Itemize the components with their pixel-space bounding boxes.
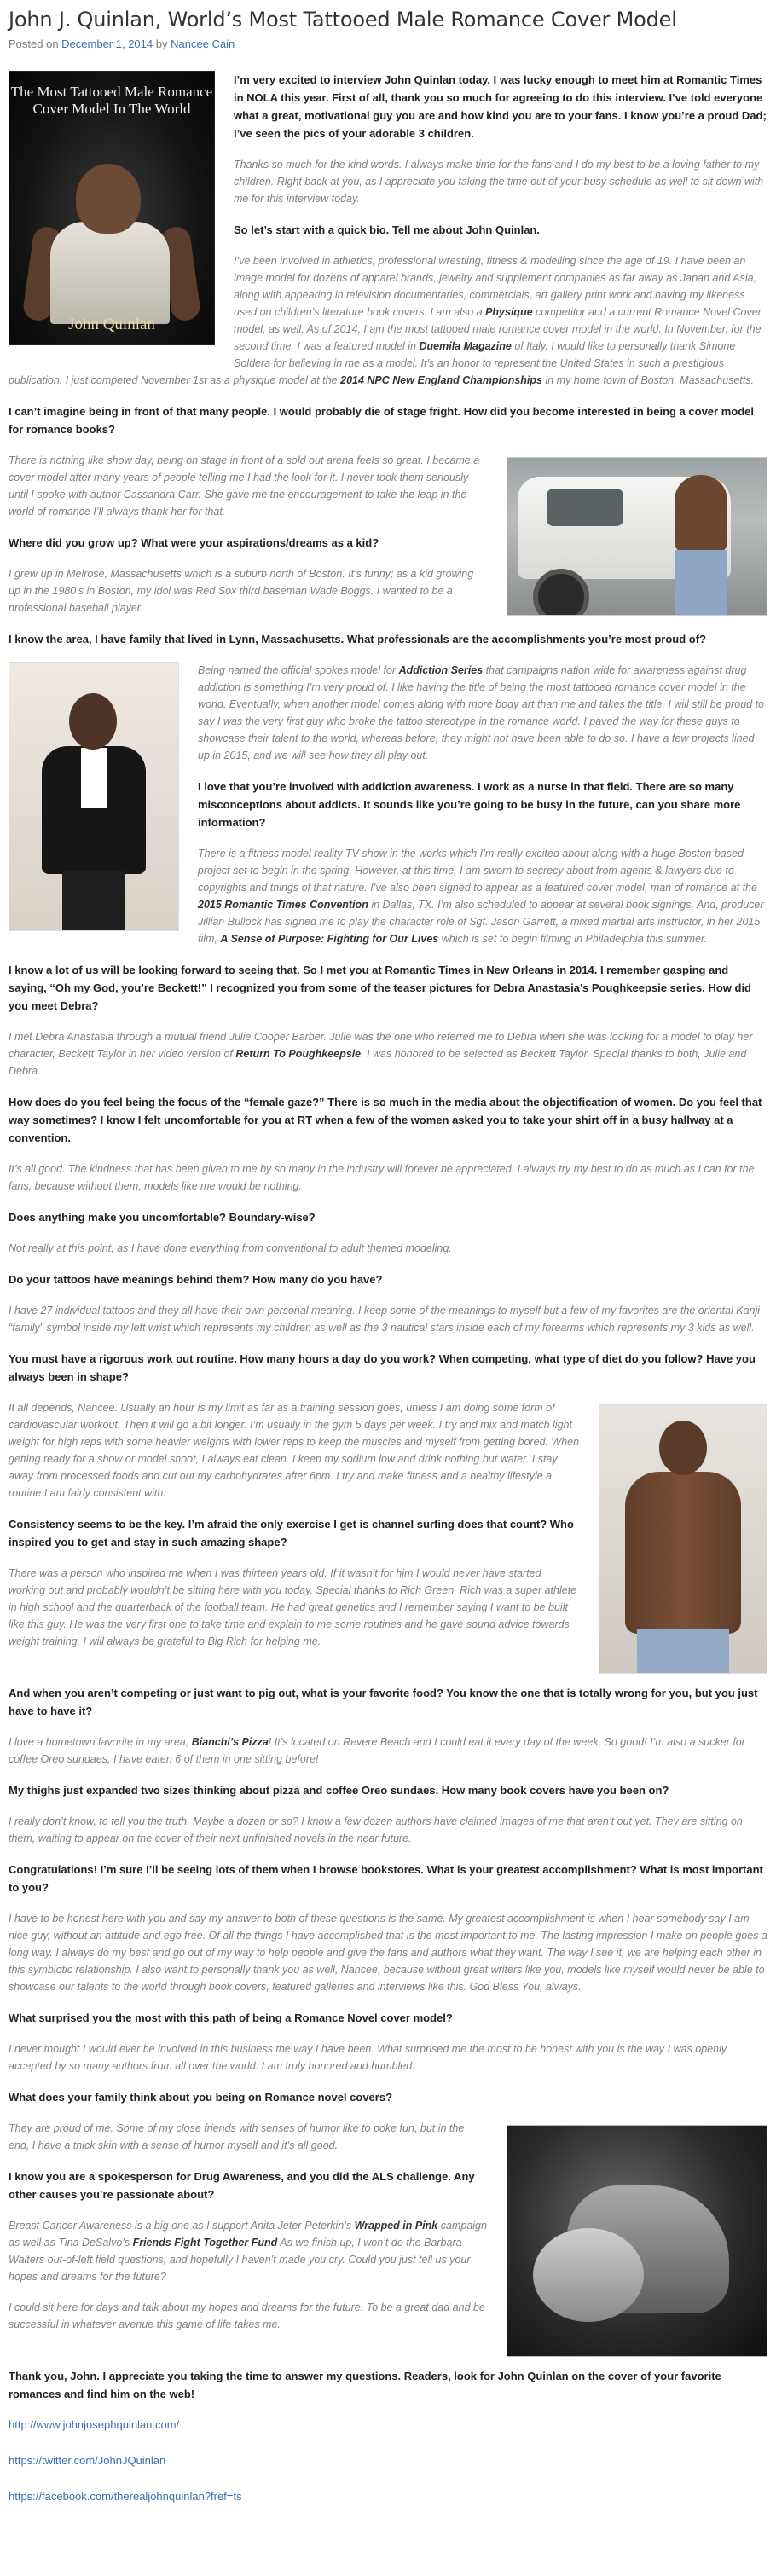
question-18: I know you are a spokesperson for Drug Awareness, and you did the ALS challenge. Any other causes you’re passionate about?: [9, 2170, 475, 2201]
answer-18-emphasis: Wrapped in Pink: [354, 2220, 438, 2232]
answer-6-text: which is set to begin filming in Philadelphia this summer.: [441, 933, 708, 945]
truck-photo: [507, 457, 767, 616]
answer-10: I have 27 individual tattoos and they all have their own personal meaning. I keep some of the meanings to myself but a few of my favorites are the oriental Kanji “family” symbol inside my left wrist which represents my children as well as the 3 nautical stars inside each of my forearms which represents my 3 kids as well.: [9, 1305, 761, 1334]
book-cover-image: [9, 71, 215, 345]
answer-2-text: competitor and a current Romance Novel Cover model, as well. As of 2014, I am the most tattooed male romance cover model in the world. In November, for the second time, I was a featured model in: [234, 306, 762, 352]
answer-5-text: Being named the official spokes model for: [198, 664, 397, 676]
post-meta: [9, 38, 767, 50]
answer-6-emphasis: 2015 Romantic Times Convention: [198, 899, 368, 911]
answer-18-text: campaign as well as Tina DeSalvo’s: [9, 2220, 487, 2249]
question-2: So let’s start with a quick bio. Tell me about John Quinlan.: [234, 223, 540, 236]
answer-3: There is nothing like show day, being on stage in front of a sold out arena feels so great. I became a cover model after many years of people telling me I had the look for it. I never took them seriously until I spoke with author Cassandra Carr. She gave me the encouragement to take the leap in the world of romance I’ll always thank her for that.: [9, 454, 480, 518]
answer-13-emphasis: Bianchi’s Pizza: [191, 1736, 269, 1748]
answer-19: I could sit here for days and talk about my hopes and dreams for the future. To be a great dad and be successful in whatever avenue this game of life takes me.: [9, 2301, 485, 2330]
answer-2-emphasis: Duemila Magazine: [419, 340, 512, 352]
cover-title: The Most Tattooed Male Romance Cover Model In The World: [10, 84, 213, 117]
answer-2-text: I’ve been involved in athletics, professional wrestling, fitness & modelling since the age of 19. I have been an image model for dozens of apparel brands, jewelry and supplement companies as far away as Japan and Asia, along with appearing in television documentaries, commercials, art gallery print work and having my likeness used on children’s literature book covers. I am also a: [234, 255, 757, 318]
website-link-row: [9, 2417, 767, 2434]
question-16: What surprised you the most with this path of being a Romance Novel cover model?: [9, 2012, 453, 2024]
answer-9: Not really at this point, as I have done everything from conventional to adult themed modeling.: [9, 1242, 452, 1254]
suit-photo: [9, 662, 179, 931]
answer-5-text: that campaigns nation wide for awareness against drug addiction is something I’m very proud of. I like having the title of being the most tattooed romance cover model in the world. Eventually, when another model comes along with more body art than me and takes the title, I will still be proud to say I was the very first guy who broke the tattoo stereotype in the romance world. I paved the way for these guys to showcase their talent to the world, whereas before, they might not have been able to do so. I have a few projects lined up in 2015, and we will see how they all play out.: [198, 664, 765, 761]
photo-figure-jeans: [675, 550, 727, 615]
question-14: My thighs just expanded two sizes thinking about pizza and coffee Oreo sundaes. How many book covers have you been on?: [9, 1784, 669, 1797]
answer-2-emphasis: 2014 NPC New England Championships: [340, 374, 542, 386]
photo-figure-shirt: [81, 748, 107, 808]
answer-6-text: There is a fitness model reality TV show in the works which I’m really excited about along with a huge Boston based project set to begin in the spring. However, at this time, I am sworn to secrecy about from agents & lawyers due to copyrights and things of that nature. I’ve also been signed to appear as a featured cover model, man of romance at the: [198, 848, 757, 894]
article-title: John J. Quinlan, World’s Most Tattooed Male Romance Cover Model: [9, 8, 677, 32]
question-8: How does do you feel being the focus of the “female gaze?” There is so much in the media about the objectification of women. Do you feel that way sometimes? I know I felt uncomfortable for you at RT when a few of the women asked you to take your shirt off in a busy hallway at a convention.: [9, 1096, 762, 1144]
answer-8: It’s all good. The kindness that has been given to me by so many in the industry will forever be appreciated. I always try my best to do as much as I can for the fans, because without them, models like me would be nothing.: [9, 1163, 755, 1192]
facebook-link[interactable]: https://facebook.com/therealjohnquinlan?fref=ts: [9, 2490, 242, 2503]
twitter-link[interactable]: https://twitter.com/JohnJQuinlan: [9, 2454, 166, 2467]
question-3: I can’t imagine being in front of that many people. I would probably die of stage fright. How did you become interested in being a cover model for romance books?: [9, 405, 754, 436]
answer-7-text: I met Debra Anastasia through a mutual friend Julie Cooper Barber. Julie was the one who referred me to Debra when she was looking for a model to play her character, Beckett Taylor in her video version of: [9, 1031, 753, 1060]
question-6: I love that you’re involved with addiction awareness. I work as a nurse in that field. There are so many misconceptions about addicts. It sounds like you’re going to be busy in the future, can you share more information?: [198, 780, 741, 829]
answer-7: [9, 1028, 767, 1080]
question-4: Where did you grow up? What were your aspirations/dreams as a kid?: [9, 536, 379, 549]
author-link[interactable]: Nancee Cain: [171, 38, 235, 50]
answer-18-text: As we finish up, I won’t do the Barbara Walters out-of-left field questions, and hopefully I haven’t made you cry. Could you just tell us your hopes and dreams for the future?: [9, 2237, 471, 2283]
answer-18-emphasis: Friends Fight Together Fund: [132, 2237, 278, 2249]
answer-15: I have to be honest here with you and say my answer to both of these questions is the same. My greatest accomplishment is when I hear somebody say I am nice guy, without an attitude and ego free. Of all the things I have accomplished that is the most important to me. The lasting impression I make on people goes a long way. I always do my best and go out of my way to help people and give the fans and authors what they want. The way I see it, we are helping each other in this symbiotic relationship. I also want to personally thank you as well, Nancee, because without great writers like you, models like myself would never be able to showcase our talents to the world through book covers, featured galleries and interviews like this. God Bless You, always.: [9, 1913, 767, 1993]
cover-name: John Quinlan: [68, 315, 155, 333]
answer-16: I never thought I would ever be involved in this business the way I have been. What surprised me the most to be honest with you is the way I was openly accepted by so many authors from all over the world. I am truly honored and humbled.: [9, 2043, 727, 2072]
posted-on-label: Posted on: [9, 38, 59, 50]
truck-window: [547, 489, 623, 526]
question-13: And when you aren’t competing or just want to pig out, what is your favorite food? You know the one that is totally wrong for you, but you just have to have it?: [9, 1687, 758, 1717]
answer-17: They are proud of me. Some of my close friends with senses of humor like to poke fun, but in the end, I have a thick skin with a sense of humor myself and it’s all good.: [9, 2122, 465, 2151]
website-link[interactable]: http://www.johnjosephquinlan.com/: [9, 2418, 180, 2431]
answer-13: [9, 1734, 767, 1768]
shirtless-photo: [599, 1404, 767, 1674]
post-date-link[interactable]: December 1, 2014: [61, 38, 153, 50]
answer-11: It all depends, Nancee. Usually an hour is my limit as far as a training session goes, unless I am doing some form of cardiovascular workout. Then it will go a bit longer. I’m usually in the gym 5 days per week. I try and mix and match light weight for high reps with some heavier weights with lower reps to keep the muscles and myself from getting bored. When getting ready for a show or model shoot, I always eat clean. I keep my sodium low and drink nothing but water. I stay away from processed foods and cut out my carbohydrates after 6pm. I try and make fitness and a healthy lifestyle a routine I am fairly consistent with.: [9, 1402, 580, 1499]
question-12: Consistency seems to be the key. I’m afraid the only exercise I get is channel surfing does that count? Who inspired you to get and stay in such amazing shape?: [9, 1518, 574, 1548]
photo-figure-woman: [533, 2228, 644, 2322]
question-7: I know a lot of us will be looking forward to seeing that. So I met you at Romantic Times in New Orleans in 2014. I remember gasping and saying, “Oh my God, you’re Beckett!” I recognized you from some of the teaser pictures for Debra Anastasia’s Poughkeepsie series. How did you meet Debra?: [9, 964, 751, 1012]
photo-figure: [675, 475, 727, 552]
question-9: Does anything make you uncomfortable? Boundary-wise?: [9, 1211, 316, 1224]
answer-2-text: of Italy. I would like to personally thank Simone Soldera for believing in me as a model. It’s an honor to represent the United States in such a prestigious publication. I just competed November 1st as a physique model at the: [9, 340, 736, 386]
closing-remarks: Thank you, John. I appreciate you taking the time to answer my questions. Readers, look for John Quinlan on the cover of your favorite romances and find him on the web!: [9, 2370, 721, 2400]
photo-figure-legs: [62, 871, 125, 930]
question-11: You must have a rigorous work out routine. How many hours a day do you work? When competing, what type of diet do you follow? Have you always been in shape?: [9, 1352, 756, 1383]
twitter-link-row: [9, 2452, 767, 2469]
intro-question: I’m very excited to interview John Quinlan today. I was lucky enough to meet him at Romantic Times in NOLA this year. First of all, thank you so much for agreeing to do this interview. I’ve told everyone what a great, motivational guy you are and how kind you are to your fans. I know you’re a proud Dad; I’ve seen the pics of your adorable 3 children.: [234, 73, 767, 140]
answer-1: Thanks so much for the kind words. I always make time for the fans and I do my best to be a loving father to my children. Right back at you, as I appreciate you taking the time out of your busy schedule as well to sit down with me for this interview today.: [234, 159, 764, 205]
answer-12: There was a person who inspired me when I was thirteen years old. If it wasn’t for him I would never have started working out and probably wouldn’t be sitting here with you today. Special thanks to Rich Green. Rich was a super athlete in high school and the quarterback of the football team. He had great genetics and I remember saying I want to be built like this guy. He was the very first one to take time and explain to me some routines and he gave sound advice towards weight training. I will always be grateful to Big Rich for helping me.: [9, 1567, 577, 1647]
question-5: I know the area, I have family that lived in Lynn, Massachusetts. What professionals are the accomplishments you’re most proud of?: [9, 633, 706, 645]
answer-7-emphasis: Return To Poughkeepsie: [235, 1048, 362, 1060]
answer-18-text: Breast Cancer Awareness is a big one as I support Anita Jeter-Peterkin’s: [9, 2220, 352, 2232]
facebook-link-row: [9, 2488, 767, 2505]
photo-figure-head: [659, 1421, 707, 1475]
photo-figure-torso: [625, 1472, 741, 1634]
question-10: Do your tattoos have meanings behind them? How many do you have?: [9, 1273, 383, 1286]
answer-13-text: I love a hometown favorite in my area,: [9, 1736, 189, 1748]
answer-6-emphasis: A Sense of Purpose: Fighting for Our Lives: [220, 933, 439, 945]
answer-7-text: . I was honored to be selected as Beckett Taylor. Special thanks to both, Julie and Debra.: [9, 1048, 747, 1077]
answer-13-text: ! It’s located on Revere Beach and I could eat it every day of the week. So good! I’m also a sucker for coffee Oreo sundaes, I have eaten 6 of them in one sitting before!: [9, 1736, 745, 1765]
answer-6-text: in Dallas, TX. I’m also scheduled to appear at several book signings. And, producer Jillian Bullock has signed me to play the character role of Sgt. Jason Garrett, a mixed martial arts instructor, in her 2015 film,: [198, 899, 764, 945]
photo-figure-head: [69, 693, 117, 750]
answer-2-text: in my home town of Boston, Massachusetts.: [545, 374, 755, 386]
answer-14: I really don’t know, to tell you the truth. Maybe a dozen or so? I know a few dozen authors have claimed images of me that aren’t out yet. They are sitting on them, waiting to appear on the cover of their next unfinished novels in the near future.: [9, 1815, 743, 1844]
couple-photo: [507, 2125, 767, 2357]
by-label: by: [155, 38, 168, 50]
photo-figure-jeans: [637, 1629, 729, 1673]
cover-figure-torso: [50, 222, 170, 324]
cover-figure-head: [76, 164, 141, 234]
answer-4: I grew up in Melrose, Massachusetts which is a suburb north of Boston. It’s funny; as a kid growing up in the 1980’s in Boston, my idol was Red Sox third baseman Wade Boggs. I wanted to be a professional baseball player.: [9, 568, 474, 614]
question-17: What does your family think about you being on Romance novel covers?: [9, 2091, 393, 2104]
answer-5-emphasis: Addiction Series: [398, 664, 484, 676]
answer-2-emphasis: Physique: [485, 306, 533, 318]
question-15: Congratulations! I’m sure I’ll be seeing lots of them when I browse bookstores. What is your greatest accomplishment? What is most important to you?: [9, 1863, 763, 1894]
